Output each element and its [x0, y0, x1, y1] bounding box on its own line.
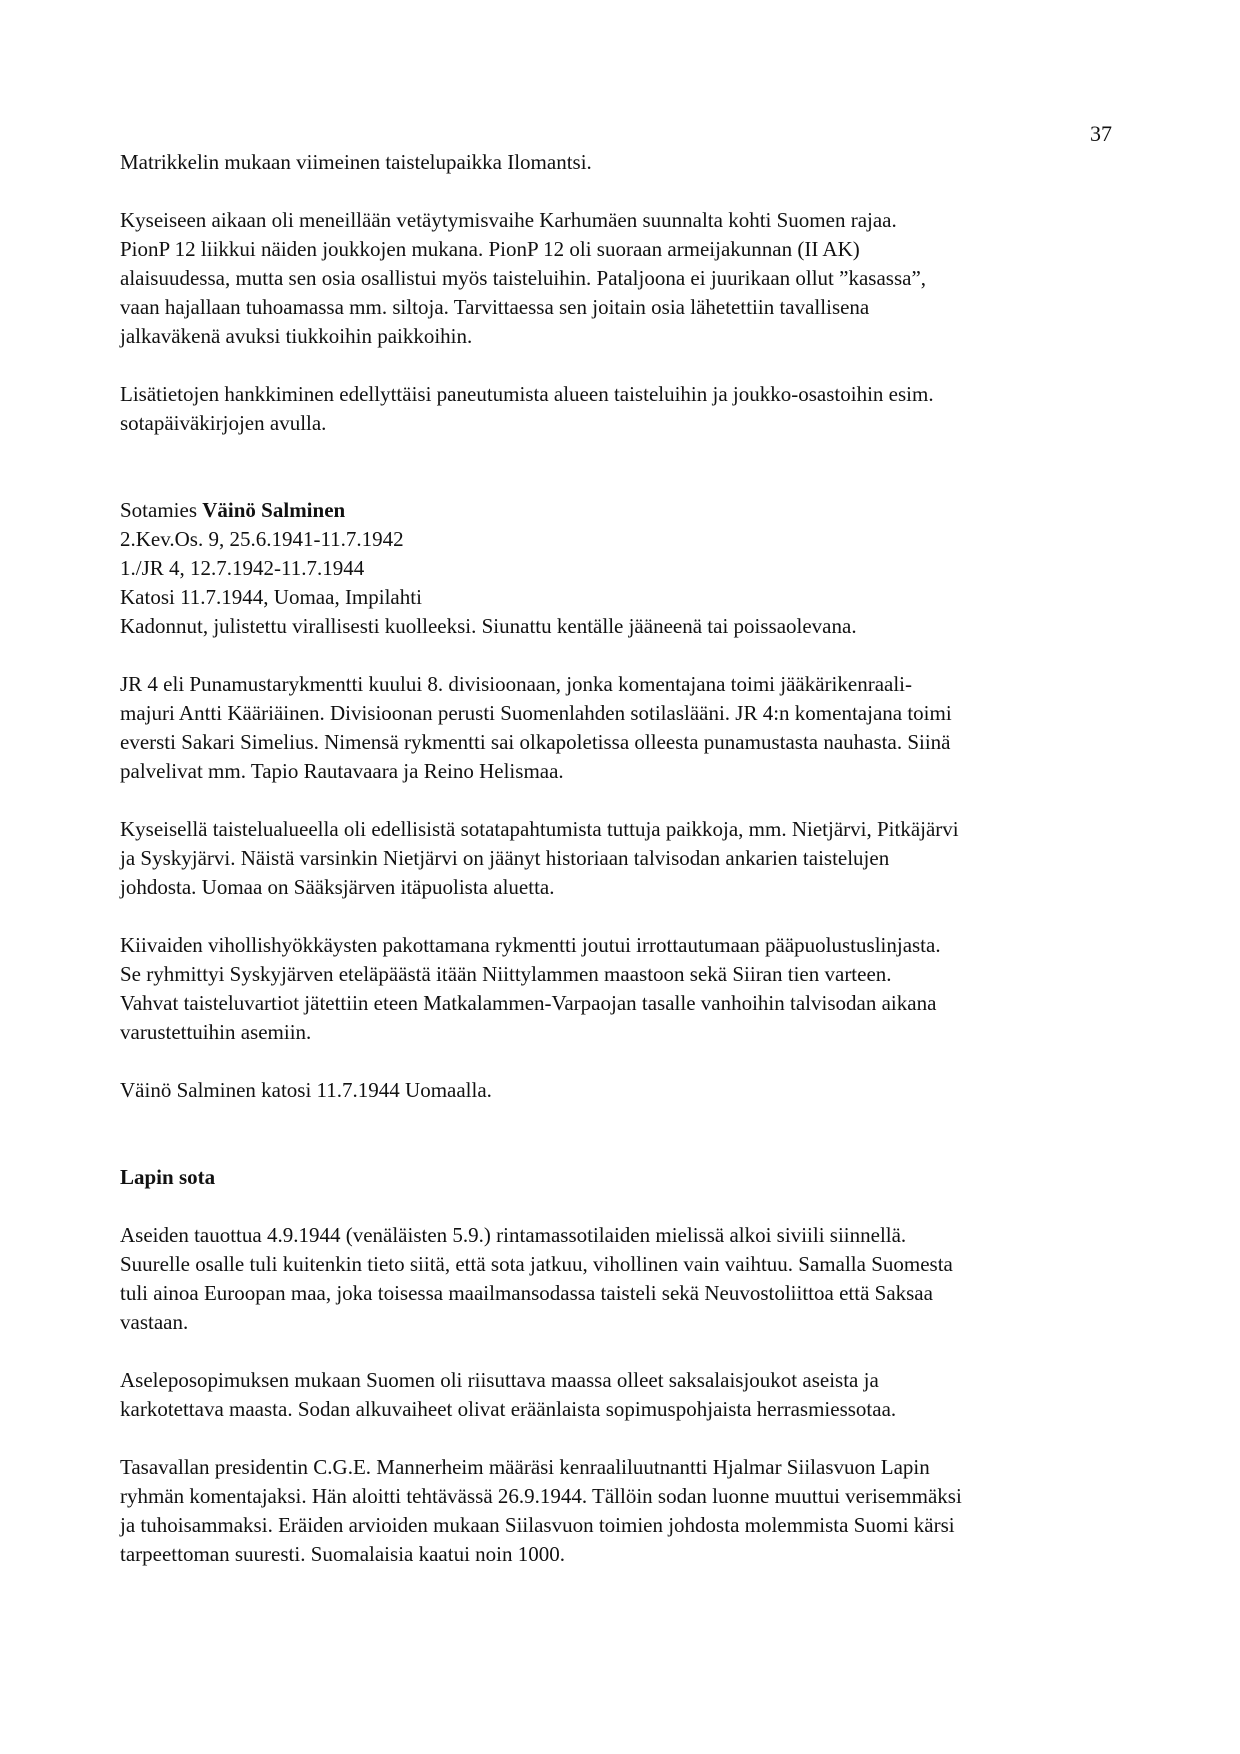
text-line: palvelivat mm. Tapio Rautavaara ja Reino Helismaa. — [120, 759, 564, 783]
text-line: Aseleposopimuksen mukaan Suomen oli riisuttava maassa olleet saksalaisjoukot aseista ja — [120, 1368, 879, 1392]
paragraph — [120, 931, 1130, 1047]
service-line: 2.Kev.Os. 9, 25.6.1941-11.7.1942 — [120, 527, 404, 551]
paragraph — [120, 1221, 1130, 1337]
text-line: PionP 12 liikkui näiden joukkojen mukana. PionP 12 oli suoraan armeijakunnan (II AK) — [120, 237, 860, 261]
text-line: karkotettava maasta. Sodan alkuvaiheet olivat eräänlaista sopimuspohjaista herrasmiessotaa. — [120, 1397, 897, 1421]
soldier-name-line — [120, 496, 1130, 525]
text-line: vastaan. — [120, 1310, 189, 1334]
paragraph — [120, 148, 1130, 177]
text-line: JR 4 eli Punamustarykmentti kuului 8. divisioonaan, jonka komentajana toimi jääkärikenraali- — [120, 672, 912, 696]
text-line: ja tuhoisammaksi. Eräiden arvioiden mukaan Siilasvuon toimien johdosta molemmista Suomi kärsi — [120, 1513, 955, 1537]
text-line: Tasavallan presidentin C.G.E. Mannerheim määräsi kenraaliluutnantti Hjalmar Siilasvuon Lapin — [120, 1455, 930, 1479]
soldier-record — [120, 496, 1130, 641]
text-line: eversti Sakari Simelius. Nimensä rykmentti sai olkapoletissa olleesta punamustasta nauhasta. Siinä — [120, 730, 951, 754]
soldier-name: Väinö Salminen — [202, 498, 346, 522]
text-line: Se ryhmittyi Syskyjärven eteläpäästä itään Niittylammen maastoon sekä Siiran tien varteen. — [120, 962, 892, 986]
text-line: sotapäiväkirjojen avulla. — [120, 411, 327, 435]
text-line: Aseiden tauottua 4.9.1944 (venäläisten 5.9.) rintamassotilaiden mielissä alkoi siviili siinnellä. — [120, 1223, 907, 1247]
text-line: vaan hajallaan tuhoamassa mm. siltoja. Tarvittaessa sen joitain osia lähetettiin tavallisena — [120, 295, 870, 319]
text-line: jalkaväkenä avuksi tiukkoihin paikkoihin. — [120, 324, 473, 348]
text-line: Kiivaiden vihollishyökkäysten pakottamana rykmentti joutui irrottautumaan pääpuolustuslinjasta. — [120, 933, 941, 957]
text-line: Suurelle osalle tuli kuitenkin tieto siitä, että sota jatkuu, vihollinen vain vaihtuu. Samalla Suomesta — [120, 1252, 953, 1276]
document-body — [120, 148, 1130, 1569]
text-line: ja Syskyjärvi. Näistä varsinkin Nietjärvi on jäänyt historiaan talvisodan ankarien taistelujen — [120, 846, 890, 870]
text-line: Vahvat taisteluvartiot jätettiin eteen Matkalammen-Varpaojan tasalle vanhoihin talvisodan aikana — [120, 991, 937, 1015]
text-line: alaisuudessa, mutta sen osia osallistui myös taisteluihin. Pataljoona ei juurikaan ollut ”kasassa”, — [120, 266, 927, 290]
soldier-rank: Sotamies — [120, 498, 203, 522]
paragraph — [120, 670, 1130, 786]
section-heading: Lapin sota — [120, 1165, 216, 1189]
paragraph — [120, 206, 1130, 351]
text-line: Väinö Salminen katosi 11.7.1944 Uomaalla. — [120, 1078, 492, 1102]
text-line: Matrikkelin mukaan viimeinen taistelupaikka Ilomantsi. — [120, 150, 592, 174]
paragraph — [120, 1453, 1130, 1569]
service-line: Kadonnut, julistettu virallisesti kuolleeksi. Siunattu kentälle jääneenä tai poissaolevana. — [120, 614, 857, 638]
text-line: johdosta. Uomaa on Sääksjärven itäpuolista aluetta. — [120, 875, 555, 899]
paragraph — [120, 1076, 1130, 1105]
text-line: Kyseisellä taistelualueella oli edellisistä sotatapahtumista tuttuja paikkoja, mm. Nietjärvi, Pitkäjärvi — [120, 817, 959, 841]
service-line: 1./JR 4, 12.7.1942-11.7.1944 — [120, 556, 365, 580]
text-line: tuli ainoa Euroopan maa, joka toisessa maailmansodassa taisteli sekä Neuvostoliittoa että Saksaa — [120, 1281, 933, 1305]
text-line: ryhmän komentajaksi. Hän aloitti tehtävässä 26.9.1944. Tällöin sodan luonne muuttui verisemmäksi — [120, 1484, 962, 1508]
text-line: Lisätietojen hankkiminen edellyttäisi paneutumista alueen taisteluihin ja joukko-osastoihin esim. — [120, 382, 934, 406]
text-line: varustettuihin asemiin. — [120, 1020, 312, 1044]
text-line: majuri Antti Kääriäinen. Divisioonan perusti Suomenlahden sotilaslääni. JR 4:n komentajana toimi — [120, 701, 952, 725]
text-line: tarpeettoman suuresti. Suomalaisia kaatui noin 1000. — [120, 1542, 565, 1566]
paragraph — [120, 380, 1130, 438]
service-line: Katosi 11.7.1944, Uomaa, Impilahti — [120, 585, 422, 609]
text-line: Kyseiseen aikaan oli meneillään vetäytymisvaihe Karhumäen suunnalta kohti Suomen rajaa. — [120, 208, 897, 232]
paragraph — [120, 815, 1130, 902]
page-number: 37 — [1090, 121, 1112, 146]
paragraph — [120, 1366, 1130, 1424]
